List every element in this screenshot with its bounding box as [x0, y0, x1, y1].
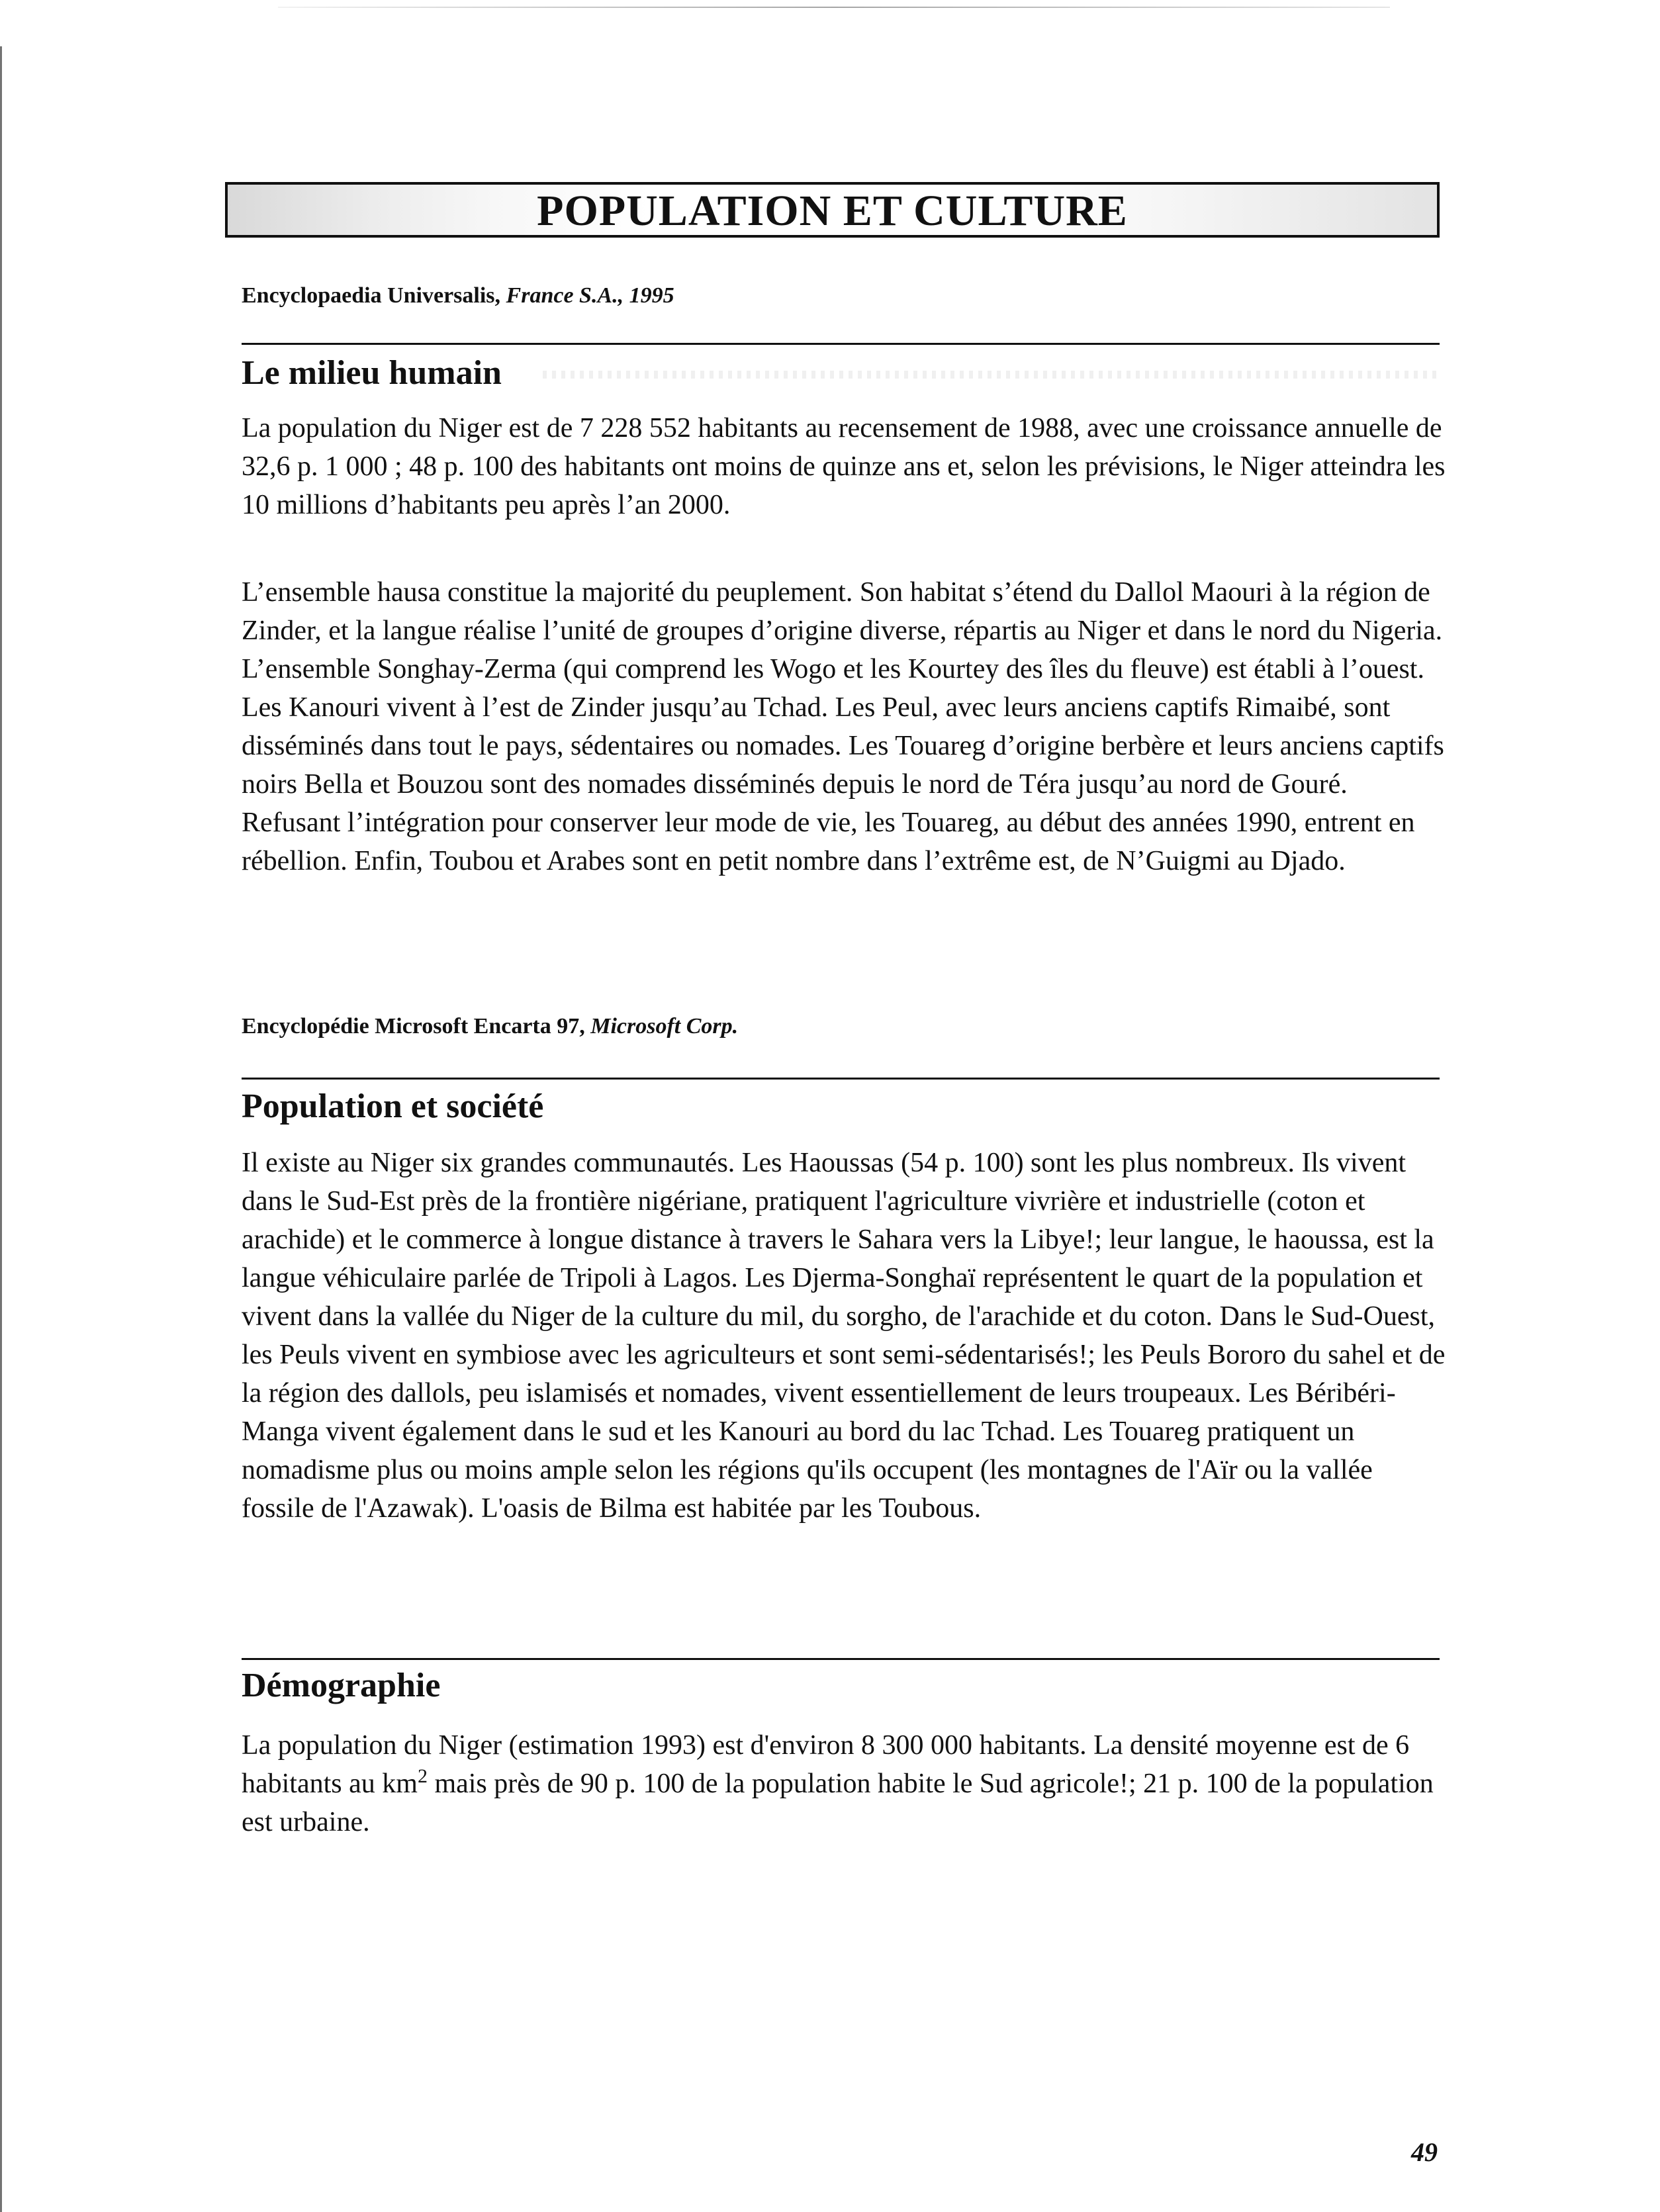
source-citation-1-text: Encyclopaedia Universalis, [242, 283, 506, 308]
source-citation-2-text: Encyclopédie Microsoft Encarta 97, [242, 1014, 591, 1038]
page-number: 49 [1411, 2137, 1438, 2167]
paragraph-milieu-humain-2: L’ensemble hausa constitue la majorité du peuplement. Son habitat s’étend du Dallol Maouri à la région de Zinder, et la langue réalise l’unité de groupes d’origine diverse, répartis au Niger et dans le nord du Nigeria. L’ensemble Songhay-Zerma (qui comprend les Wogo et les Kourtey des îles du fleuve) est établi à l’ouest. Les Kanouri vivent à l’est de Zinder jusqu’au Tchad. Les Peul, avec leurs anciens captifs Rimaibé, sont disséminés dans tout le pays, sédentaires ou nomades. Les Touareg d’origine berbère et leurs anciens captifs noirs Bella et Bouzou sont des nomades disséminés depuis le nord de Téra jusqu’au nord de Gouré. Refusant l’intégration pour conserver leur mode de vie, les Touareg, au début des années 1990, entrent en rébellion. Enfin, Toubou et Arabes sont en petit nombre dans l’extrême est, de N’Guigmi au Djado. [242, 577, 1444, 876]
superscript-2: 2 [417, 1765, 428, 1787]
section-divider-3 [242, 1658, 1440, 1660]
section-heading-demographie: Démographie [242, 1667, 441, 1704]
source-citation-1 [242, 283, 674, 308]
scan-artifact-left-edge [0, 46, 2, 2212]
paragraph-demographie-part1: La population du Niger (estimation 1993) est d'environ 8 300 000 habitants. La densité moyenne est de 6 habitants au km [242, 1730, 1410, 1799]
paragraph-milieu-humain-1: La population du Niger est de 7 228 552 habitants au recensement de 1988, avec une croissance annuelle de 32,6 p. 1 000 ; 48 p. 100 des habitants ont moins de quinze ans et, selon les prévisions, le Niger atteindra les 10 millions d’habitants peu après l’an 2000. [242, 413, 1446, 520]
source-citation-2 [242, 1014, 738, 1039]
section-heading-milieu-humain: Le milieu humain [242, 354, 502, 392]
scan-artifact-top-line [278, 7, 1390, 8]
section-heading-population-societe: Population et société [242, 1087, 544, 1125]
paragraph-demographie [242, 1726, 1446, 1841]
paragraph-population-societe: Il existe au Niger six grandes communautés. Les Haoussas (54 p. 100) sont les plus nombreux. Ils vivent dans le Sud-Est près de la frontière nigériane, pratiquent l'agriculture vivrière et industrielle (coton et arachide) et le commerce à longue distance à travers le Sahara vers la Libye!; leur langue, le haoussa, est la langue véhiculaire parlée de Tripoli à Lagos. Les Djerma-Songhaï représentent le quart de la population et vivent dans la vallée du Niger de la culture du mil, du sorgho, de l'arachide et du coton. Dans le Sud-Ouest, les Peuls vivent en symbiose avec les agriculteurs et sont semi-sédentarisés!; les Peuls Bororo du sahel et de la région des dallols, peu islamisés et nomades, vivent essentiellement de leurs troupeaux. Les Béribéri-Manga vivent également dans le sud et les Kanouri au bord du lac Tchad. Les Touareg pratiquent un nomadisme plus ou moins ample selon les régions qu'ils occupent (les montagnes de l'Aïr ou la vallée fossile de l'Azawak). L'oasis de Bilma est habitée par les Toubous. [242, 1148, 1446, 1524]
section-divider-1 [242, 343, 1440, 345]
source-citation-1-italic: France S.A., 1995 [506, 283, 674, 308]
page-title: POPULATION ET CULTURE [537, 187, 1128, 235]
section-divider-2 [242, 1078, 1440, 1080]
heading-shading-1 [543, 371, 1436, 379]
title-banner [225, 182, 1440, 238]
paragraph-demographie-part2: mais près de 90 p. 100 de la population habite le Sud agricole!; 21 p. 100 de la population est urbaine. [242, 1769, 1434, 1837]
source-citation-2-italic: Microsoft Corp. [590, 1014, 739, 1038]
